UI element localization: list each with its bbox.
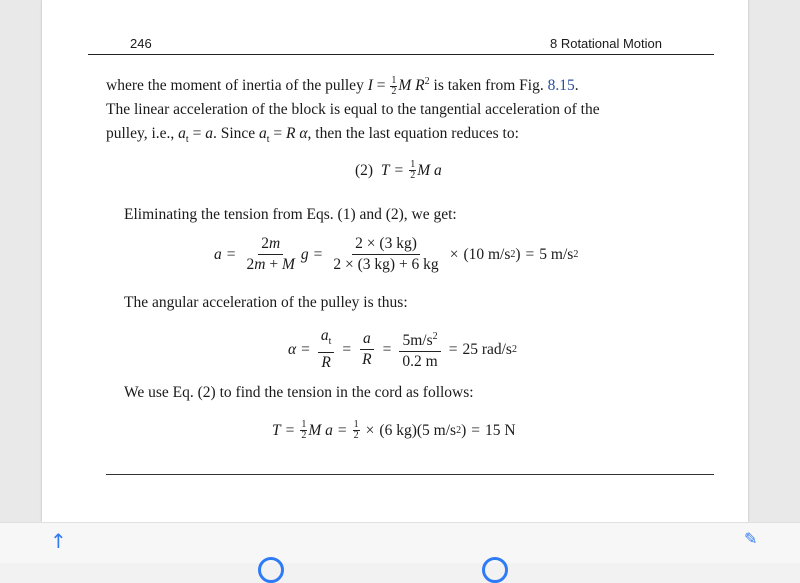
paragraph-eliminating: Eliminating the tension from Eqs. (1) and (2), we get: [124,206,457,223]
edit-icon[interactable]: ✎ [744,529,758,548]
equation-angular: α = $\frac{a_t}{R}$ = $\frac{a}{R}$ = $\frac{5m/s^2}{0.2 m}$ = 25 rad/s 2 [288,327,517,372]
search-icon[interactable] [258,557,284,583]
page-number: 246 [130,36,152,51]
equation-tag: (2) [355,161,374,179]
equation-acceleration: a = $\frac{2m}{2m + M}$ g = $\frac{2 \times (3 kg)}{2 \times (3 kg) + 6 kg}$ × (10 m/s 2 ) = 5 m/s 2 [214,235,579,273]
bookmark-icon[interactable] [482,557,508,583]
paragraph-intro: where the moment of inertia of the pulley I = $\frac{1}{2}$ M $R^2$ is taken from Fig. 8.15. The linear acceleration of the block is equal to the tangential acceleration of the pulley, i.e., $a_t = a$. Since $a_t = R$ α, then the last equation reduces to: [106,75,600,146]
bottom-toolbar [0,522,800,563]
figure-link[interactable]: 8.15 [547,77,575,95]
header-rule [88,54,714,55]
equation-2: (2) T = $\frac{1}{2}$ M a [355,159,442,181]
share-icon[interactable]: ↑ [50,529,67,553]
footer-rule [106,474,714,475]
chapter-title: 8 Rotational Motion [549,36,662,51]
paragraph-tension: We use Eq. (2) to find the tension in the cord as follows: [124,384,474,401]
equation-tension: T = $\frac{1}{2}$ M a = $\frac{1}{2}$ × (6 kg)(5 m/s 2 ) = 15 N [272,419,516,441]
paragraph-angular: The angular acceleration of the pulley is thus: [124,294,408,311]
